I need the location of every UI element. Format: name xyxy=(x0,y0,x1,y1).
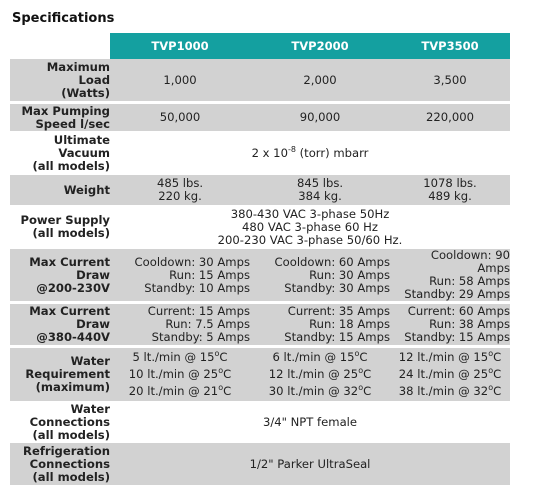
cell-line xyxy=(390,349,510,366)
vacuum-base: 2 x 10 xyxy=(251,145,288,160)
header-corner xyxy=(10,33,110,59)
cell-line xyxy=(250,366,390,383)
table-cell xyxy=(250,175,390,205)
label-line: Maximum xyxy=(46,59,110,74)
table-cell xyxy=(250,249,390,301)
temp-unit: C xyxy=(363,367,372,381)
table-cell xyxy=(110,175,250,205)
table-row xyxy=(10,101,510,131)
label-line: (all models) xyxy=(32,427,110,442)
table-row xyxy=(10,301,510,345)
label-line: (all models) xyxy=(32,158,110,173)
cell-line: Standby: 30 Amps xyxy=(284,280,390,295)
flow-rate: 12 lt./min @ 25 xyxy=(268,367,359,381)
degree-mark: o xyxy=(488,349,494,358)
row-label xyxy=(10,101,110,131)
label-line: Ultimate xyxy=(53,132,110,147)
row-label xyxy=(10,131,110,175)
cell-line: Run: 18 Amps xyxy=(309,317,390,331)
temp-unit: C xyxy=(223,384,232,398)
flow-rate: 24 lt./min @ 25 xyxy=(398,367,489,381)
table-row xyxy=(10,131,510,175)
cell-line: Run: 38 Amps xyxy=(429,317,510,331)
table-cell: 3,500 xyxy=(390,59,510,101)
cell-line: Current: 60 Amps xyxy=(407,304,510,318)
flow-rate: 30 lt./min @ 32 xyxy=(268,384,359,398)
label-line: @380-440V xyxy=(36,330,110,344)
column-header: TVP1000 xyxy=(110,33,250,59)
page-title: Specifications xyxy=(12,11,115,26)
flow-rate: 20 lt./min @ 21 xyxy=(128,384,219,398)
label-line: Water xyxy=(70,354,110,368)
label-line: Load xyxy=(78,72,110,87)
label-line: Weight xyxy=(63,182,110,197)
table-cell xyxy=(110,205,510,249)
degree-mark: o xyxy=(358,383,364,392)
label-line: (all models) xyxy=(32,469,110,484)
table-cell xyxy=(390,345,510,401)
cell-line xyxy=(390,383,510,400)
flow-rate: 38 lt./min @ 32 xyxy=(398,384,489,398)
label-line: Connections xyxy=(29,414,110,429)
table-row xyxy=(10,205,510,249)
temp-unit: C xyxy=(223,367,232,381)
degree-mark: o xyxy=(354,349,360,358)
cell-line xyxy=(110,366,250,383)
cell-line: Current: 15 Amps xyxy=(147,304,250,318)
cell-line: Standby: 15 Amps xyxy=(404,330,510,344)
table-cell xyxy=(390,249,510,301)
label-line: Max Current xyxy=(29,254,110,269)
degree-mark: o xyxy=(358,366,364,375)
cell-line: Standby: 5 Amps xyxy=(151,330,250,344)
label-line: Draw xyxy=(76,317,110,331)
temp-unit: C xyxy=(359,350,368,364)
table-cell: 3/4" NPT female xyxy=(110,401,510,443)
label-line: Draw xyxy=(76,267,110,282)
temp-unit: C xyxy=(493,367,502,381)
table-cell: 1/2" Parker UltraSeal xyxy=(110,443,510,485)
temp-unit: C xyxy=(219,350,228,364)
flow-rate: 6 lt./min @ 15 xyxy=(272,350,355,364)
table-cell: 220,000 xyxy=(390,101,510,131)
table-cell xyxy=(110,301,250,345)
degree-mark: o xyxy=(488,366,494,375)
cell-line: 384 kg. xyxy=(298,189,342,203)
label-line: Connections xyxy=(29,456,110,471)
table-row xyxy=(10,249,510,301)
table-cell xyxy=(250,301,390,345)
table-cell: 50,000 xyxy=(110,101,250,131)
label-line: Power Supply xyxy=(20,213,110,227)
table-cell xyxy=(390,301,510,345)
cell-line: 380-430 VAC 3-phase 50Hz xyxy=(230,206,390,221)
flow-rate: 10 lt./min @ 25 xyxy=(128,367,219,381)
label-line: Requirement xyxy=(25,367,110,381)
cell-line: Standby: 29 Amps xyxy=(404,287,510,301)
degree-mark: o xyxy=(218,383,224,392)
column-header: TVP3500 xyxy=(390,33,510,59)
cell-line: Run: 7.5 Amps xyxy=(165,317,250,331)
label-line: Water xyxy=(70,401,110,416)
cell-line: Run: 30 Amps xyxy=(309,267,390,282)
flow-rate: 12 lt./min @ 15 xyxy=(398,350,489,364)
cell-line: 480 VAC 3-phase 60 Hz xyxy=(242,219,378,234)
cell-line: 485 lbs. xyxy=(156,176,204,190)
cell-line: Current: 35 Amps xyxy=(287,304,390,318)
table-cell xyxy=(390,175,510,205)
row-label xyxy=(10,301,110,345)
table-row xyxy=(10,59,510,101)
cell-line: 489 kg. xyxy=(428,189,472,203)
table-cell xyxy=(110,345,250,401)
row-label xyxy=(10,443,110,485)
table-row xyxy=(10,443,510,485)
cell-line: 1078 lbs. xyxy=(423,176,477,190)
cell-line: Standby: 10 Amps xyxy=(144,280,250,295)
cell-line xyxy=(390,366,510,383)
degree-mark: o xyxy=(214,349,220,358)
cell-line: 220 kg. xyxy=(158,189,202,203)
label-line: Speed l/sec xyxy=(35,116,110,131)
label-line: (maximum) xyxy=(35,380,110,394)
cell-line xyxy=(110,383,250,400)
table-cell: 2,000 xyxy=(250,59,390,101)
flow-rate: 5 lt./min @ 15 xyxy=(132,350,215,364)
label-line: Vacuum xyxy=(58,145,110,160)
cell-line: Run: 15 Amps xyxy=(169,267,250,282)
table-cell: 90,000 xyxy=(250,101,390,131)
cell-line: 845 lbs. xyxy=(296,176,344,190)
row-label xyxy=(10,401,110,443)
cell-line: Standby: 15 Amps xyxy=(284,330,390,344)
cell-line: Run: 58 Amps xyxy=(429,274,510,288)
table-row xyxy=(10,175,510,205)
temp-unit: C xyxy=(493,350,502,364)
column-header: TVP2000 xyxy=(250,33,390,59)
vacuum-exponent: -8 xyxy=(287,144,296,154)
degree-mark: o xyxy=(488,383,494,392)
temp-unit: C xyxy=(493,384,502,398)
cell-line: Cooldown: 60 Amps xyxy=(274,254,390,269)
label-line: (all models) xyxy=(32,226,110,240)
label-line: Max Current xyxy=(29,304,110,318)
specifications-table xyxy=(10,33,510,485)
label-line: Max Pumping xyxy=(21,103,110,118)
table-row xyxy=(10,401,510,443)
temp-unit: C xyxy=(363,384,372,398)
row-label xyxy=(10,205,110,249)
cell-line xyxy=(250,349,390,366)
vacuum-unit: (torr) mbarr xyxy=(295,145,369,160)
row-label xyxy=(10,345,110,401)
row-label xyxy=(10,249,110,301)
label-line: Refrigeration xyxy=(23,443,110,458)
cell-line: 200-230 VAC 3-phase 50/60 Hz. xyxy=(217,232,403,247)
table-row xyxy=(10,345,510,401)
table-cell: 1,000 xyxy=(110,59,250,101)
row-label xyxy=(10,175,110,205)
cell-line: Cooldown: 30 Amps xyxy=(134,254,250,269)
header-row xyxy=(10,33,510,59)
degree-mark: o xyxy=(218,366,224,375)
row-label xyxy=(10,59,110,101)
cell-line xyxy=(250,383,390,400)
cell-line xyxy=(110,349,250,366)
cell-line: Cooldown: 90 xyxy=(430,248,510,262)
table-cell xyxy=(250,345,390,401)
cell-line: Amps xyxy=(477,261,510,275)
label-line: (Watts) xyxy=(61,85,110,100)
table-cell xyxy=(110,131,510,175)
table-cell xyxy=(110,249,250,301)
label-line: @200-230V xyxy=(36,280,110,295)
